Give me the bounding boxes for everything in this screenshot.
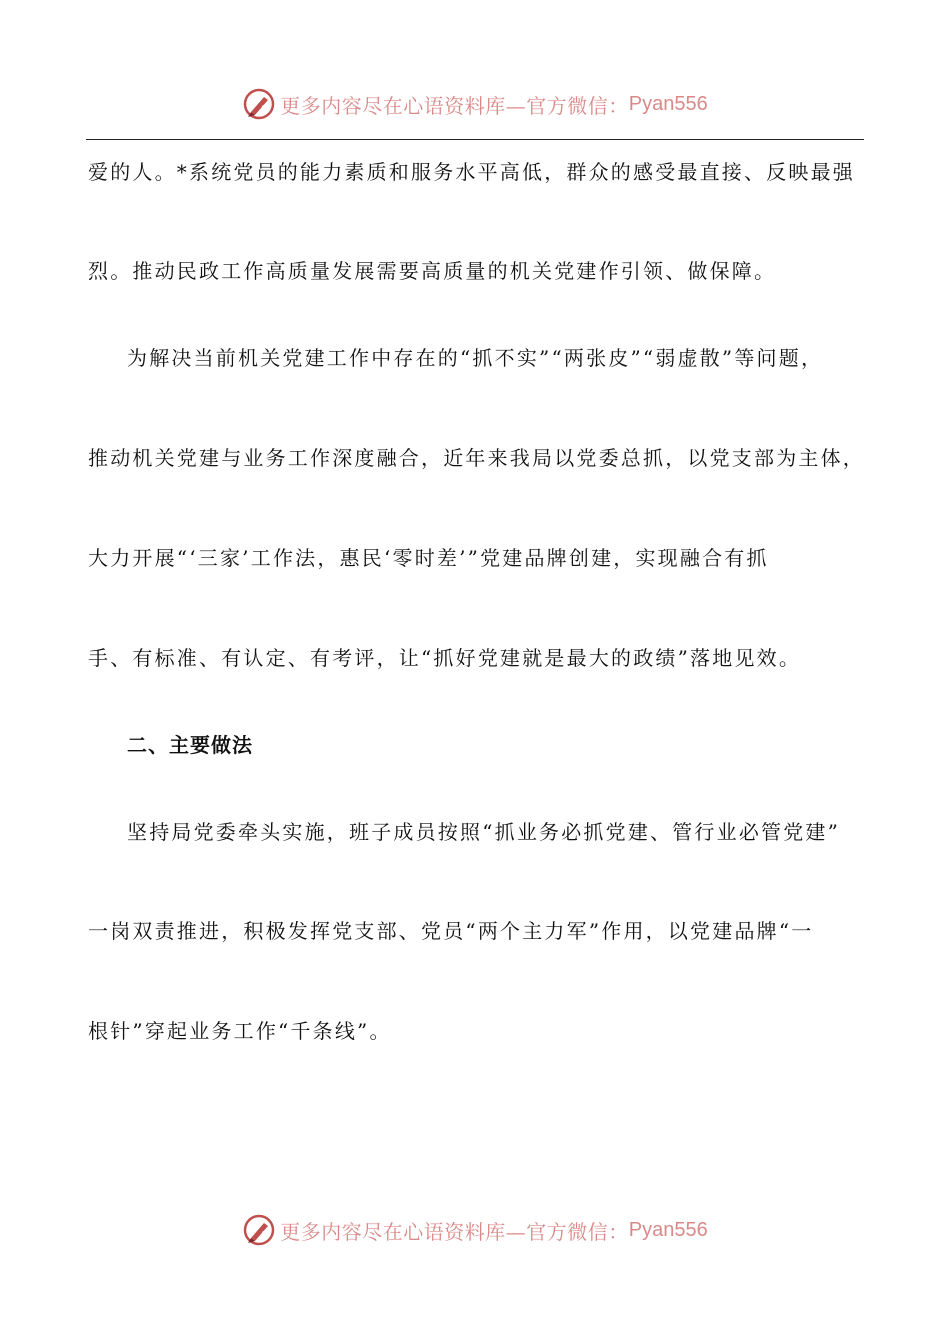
body-line-7: 坚持局党委牵头实施，班子成员按照“抓业务必抓党建、管行业必管党建”	[127, 820, 841, 844]
body-line-6: 手、有标准、有认定、有考评，让“抓好党建就是最大的政绩”落地见效。	[88, 646, 802, 670]
body-line-8: 一岗双责推进，积极发挥党支部、党员“两个主力军”作用，以党建品牌“一	[88, 919, 814, 943]
header-divider	[86, 139, 864, 140]
header-banner-text: 更多内容尽在心语资料库—官方微信：	[280, 93, 629, 118]
footer-banner-text: 更多内容尽在心语资料库—官方微信：	[280, 1219, 629, 1244]
footer-banner	[0, 1210, 950, 1250]
footer-banner-handle: Pyan556	[628, 1218, 708, 1241]
header-banner-handle: Pyan556	[628, 92, 708, 115]
section-heading: 二、主要做法	[127, 733, 253, 757]
header-banner	[0, 84, 950, 124]
body-line-4: 推动机关党建与业务工作深度融合，近年来我局以党委总抓，以党支部为主体，	[88, 446, 865, 470]
pen-logo-icon	[242, 1213, 276, 1247]
body-line-9: 根针”穿起业务工作“千条线”。	[88, 1019, 392, 1043]
body-line-1: 爱的人。*系统党员的能力素质和服务水平高低，群众的感受最直接、反映最强	[88, 160, 855, 184]
body-line-2: 烈。推动民政工作高质量发展需要高质量的机关党建作引领、做保障。	[88, 259, 777, 283]
body-line-3: 为解决当前机关党建工作中存在的“抓不实”“两张皮”“弱虚散”等问题，	[127, 346, 824, 370]
body-line-5: 大力开展“‘三家’工作法，惠民‘零时差’”党建品牌创建，实现融合有抓	[88, 546, 769, 570]
pen-logo-icon	[242, 87, 276, 121]
